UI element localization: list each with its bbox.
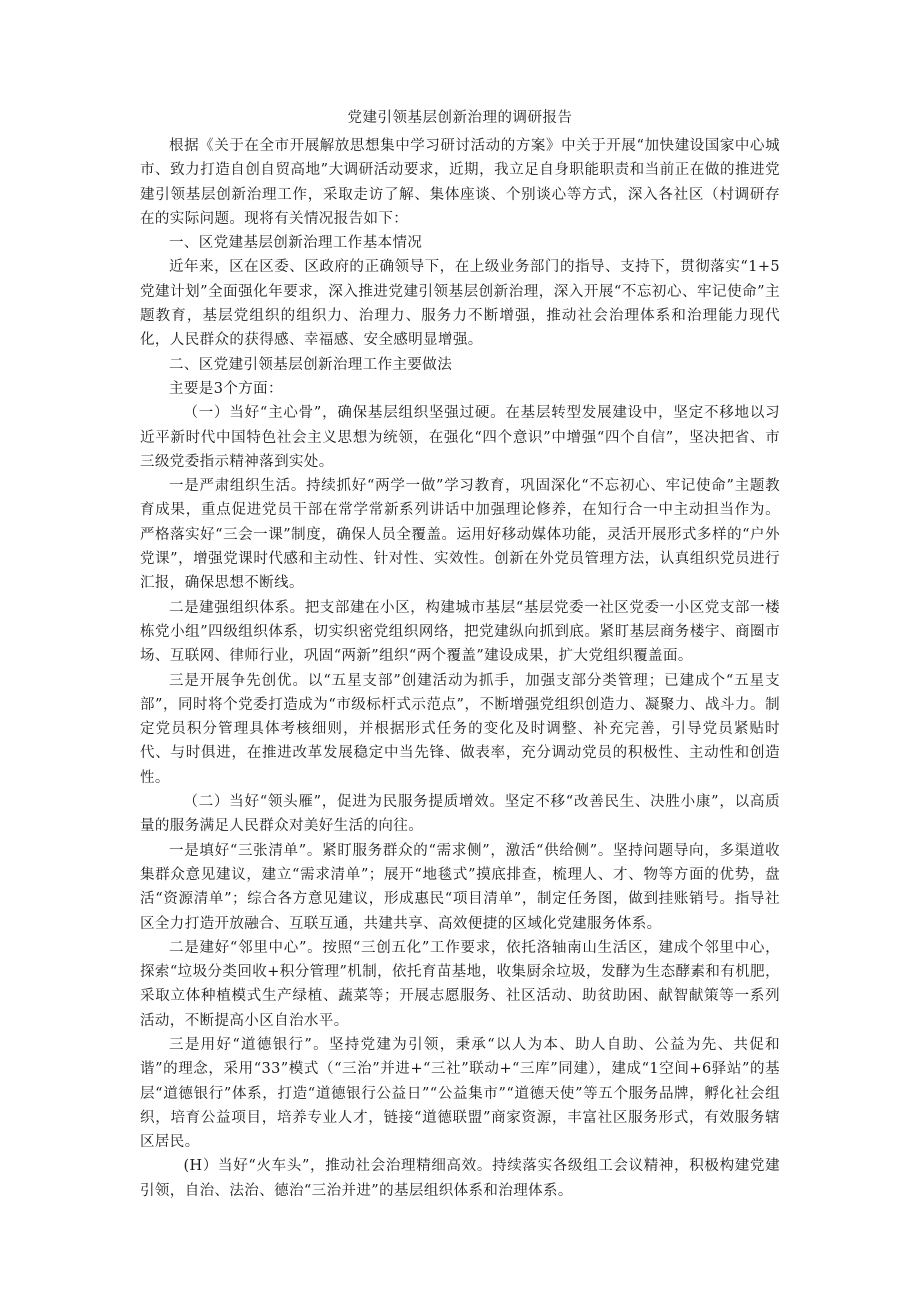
part1-item1: 一是严肃组织生活。持续抓好“两学一做”学习教育，巩固深化“不忘初心、牢记使命”主题教育成果，重点促进党员干部在常学常新系列讲话中加强理论修养，在知行合一中主动担当作为。严格落实好“三会一课”制度，确保人员全覆盖。运用好移动媒体功能，灵活开展形式多样的“户外党课”，增强党课时代感和主动性、针对性、实效性。创新在外党员管理方法，认真组织党员进行汇报，确保思想不断线。 (140, 478, 780, 592)
part2-heading: （二）当好“领头雁”，促进为民服务提质增效。坚定不移“改善民生、决胜小康”，以高质量的服务满足人民群众对美好生活的向往。 (140, 794, 780, 835)
part3-heading: (H）当好“火车头”，推动社会治理精细高效。持续落实各级组工会议精神，积极构建党建引领，自治、法治、德治“三治并进”的基层组织体系和治理体系。 (140, 1158, 780, 1199)
section2-lead: 主要是3个方面： (169, 380, 283, 397)
part2-item2: 二是建好“邻里中心”。按照“三创五化”工作要求，依托洛轴南山生活区，建成个邻里中心，探索“垃圾分类回收+积分管理”机制，依托育苗基地，收集厨余垃圾，发酵为生态酵素和有机肥，采取立体种植模式生产绿植、蔬菜等；开展志愿服务、社区活动、助贫助困、献智献策等一系列活动，不断提高小区自治水平。 (140, 939, 780, 1029)
part1-item3: 三是开展争先创优。以“五星支部”创建活动为抓手，加强支部分类管理；已建成个“五星支部”，同时将个党委打造成为“市级标杆式示范点”，不断增强党组织创造力、凝聚力、战斗力。制定党员积分管理具体考核细则，并根据形式任务的变化及时调整、补充完善，引导党员紧贴时代、与时俱进，在推进改革发展稳定中当先锋、做表率，充分调动党员的积极性、主动性和创造性。 (140, 672, 780, 786)
document-page (140, 104, 780, 1203)
intro-paragraph: 根据《关于在全市开展解放思想集中学习研讨活动的方案》中关于开展“加快建设国家中心城市、致力打造自创自贸高地”大调研活动要求，近期，我立足自身职能职责和当前正在做的推进党建引领基层创新治理工作，采取走访了解、集体座谈、个别谈心等方式，深入各社区（村调研存在的实际问题。现将有关情况报告如下： (140, 138, 780, 227)
section2-heading: 二、区党建引领基层创新治理工作主要做法 (169, 356, 453, 373)
section1-heading: 一、区党建基层创新治理工作基本情况 (169, 235, 423, 252)
document-title: 党建引领基层创新治理的调研报告 (347, 110, 573, 126)
part1-heading: （一）当好“主心骨”，确保基层组织坚强过硬。在基层转型发展建设中，坚定不移地以习近平新时代中国特色社会主义思想为统领，在强化“四个意识”中增强“四个自信”，坚决把省、市三级党委指示精神落到实处。 (140, 405, 780, 470)
part2-item3: 三是用好“道德银行”。坚持党建为引领，秉承“以人为本、助人自助、公益为先、共促和谐”的理念，采用“33”模式（“三治”并进+“三社”联动+“三库”同建），建成“1空间+6驿站”的基层“道德银行”体系，打造“道德银行公益日”“公益集市”“道德天使”等五个服务品牌，孵化社会组织，培育公益项目，培养专业人才，链接“道德联盟”商家资源，丰富社区服务形式，有效服务辖区居民。 (140, 1036, 780, 1151)
part2-item1: 一是填好“三张清单”。紧盯服务群众的“需求侧”，激活“供给侧”。坚持问题导向，多渠道收集群众意见建议，建立“需求清单”；展开“地毯式”摸底排查，梳理人、才、物等方面的优势，盘活“资源清单”；综合各方意见建议，形成惠民“项目清单”，制定任务图，做到挂账销号。指导社区全力打造开放融合、互联互通，共建共享、高效便捷的区域化党建服务体系。 (140, 842, 780, 932)
part1-item2: 二是建强组织体系。把支部建在小区，构建城市基层“基层党委一社区党委一小区党支部一楼栋党小组”四级组织体系，切实织密党组织网络，把党建纵向抓到底。紧盯基层商务楼宇、商圈市场、互联网、律师行业，巩固“两新”组织“两个覆盖”建设成果，扩大党组织覆盖面。 (140, 599, 780, 665)
section1-body: 近年来，区在区委、区政府的正确领导下，在上级业务部门的指导、支持下，贯彻落实“1+5党建计划”全面强化年要求，深入推进党建引领基层创新治理，深入开展“不忘初心、牢记使命”主题教育，基层党组织的组织力、治理力、服务力不断增强，推动社会治理体系和治理能力现代化，人民群众的获得感、幸福感、安全感明显增强。 (140, 259, 780, 349)
